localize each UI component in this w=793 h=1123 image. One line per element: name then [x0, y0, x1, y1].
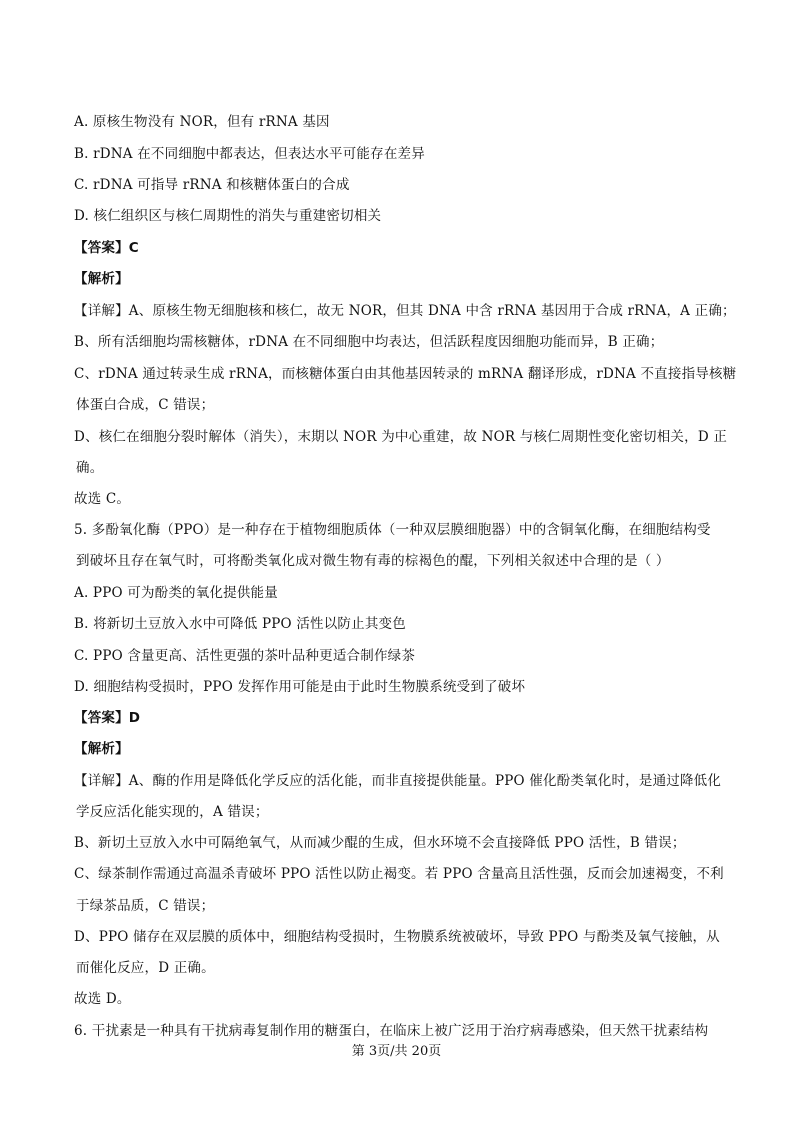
q5-stem-line: 到破坏且存在氧气时，可将酚类氧化成对微生物有毒的棕褐色的醌，下列相关叙述中合理的是（ ）: [76, 553, 670, 569]
q5-detail-line: B、新切土豆放入水中可隔绝氧气，从而减少醌的生成，但水环境不会直接降低 PPO 活性，B 错误；: [74, 835, 686, 851]
q5-option-c: C. PPO 含量更高、活性更强的茶叶品种更适合制作绿茶: [74, 648, 416, 664]
q5-stem-line: 5. 多酚氧化酶（PPO）是一种存在于植物细胞质体（一种双层膜细胞器）中的含铜氧化酶，在细胞结构受: [74, 522, 711, 538]
q5-detail-line: C、绿茶制作需通过高温杀青破坏 PPO 活性以防止褐变。若 PPO 含量高且活性强，反而会加速褐变，不利: [74, 866, 724, 882]
q4-option-c: C. rDNA 可指导 rRNA 和核糖体蛋白的合成: [74, 177, 350, 193]
q5-conclusion: 故选 D。: [74, 991, 131, 1007]
q4-detail-line: B、所有活细胞均需核糖体，rDNA 在不同细胞中均表达，但活跃程度因细胞功能而异，B 正确；: [74, 334, 664, 350]
q4-detail-line: D、核仁在细胞分裂时解体（消失），末期以 NOR 为中心重建，故 NOR 与核仁周期性变化密切相关，D 正: [74, 429, 728, 445]
q5-detail-line: 【详解】A、酶的作用是降低化学反应的活化能，而非直接提供能量。PPO 催化酚类氧化时，是通过降低化: [74, 773, 722, 789]
q5-detail-line: 学反应活化能实现的，A 错误；: [76, 804, 269, 820]
q4-answer: 【答案】C: [74, 240, 139, 256]
q4-detail-line: 确。: [76, 460, 104, 476]
q6-stem-line: 6. 干扰素是一种具有干扰病毒复制作用的糖蛋白，在临床上被广泛用于治疗病毒感染，但天然干扰素结构: [74, 1023, 709, 1039]
page-footer: 第 3页/共 20页: [351, 1044, 442, 1059]
q5-option-d: D. 细胞结构受损时，PPO 发挥作用可能是由于此时生物膜系统受到了破坏: [74, 679, 526, 695]
q5-analysis-label: 【解析】: [74, 741, 129, 757]
q4-option-a: A. 原核生物没有 NOR，但有 rRNA 基因: [74, 114, 330, 130]
q4-analysis-label: 【解析】: [74, 271, 129, 287]
q4-conclusion: 故选 C。: [74, 491, 131, 507]
q4-detail-line: 体蛋白合成，C 错误；: [76, 397, 215, 413]
q4-detail-line: 【详解】A、原核生物无细胞核和核仁，故无 NOR，但其 DNA 中含 rRNA 基因用于合成 rRNA，A 正确；: [74, 303, 736, 319]
q4-option-b: B. rDNA 在不同细胞中都表达，但表达水平可能存在差异: [74, 146, 425, 162]
q4-detail-line: C、rDNA 通过转录生成 rRNA，而核糖体蛋白由其他基因转录的 mRNA 翻译形成，rDNA 不直接指导核糖: [74, 366, 737, 382]
q5-detail-line: D、PPO 储存在双层膜的质体中，细胞结构受损时，生物膜系统被破坏，导致 PPO 与酚类及氧气接触，从: [74, 929, 720, 945]
q5-option-a: A. PPO 可为酚类的氧化提供能量: [74, 585, 278, 601]
q5-detail-line: 而催化反应，D 正确。: [76, 960, 215, 976]
q5-detail-line: 于绿茶品质，C 错误；: [76, 898, 215, 914]
q5-option-b: B. 将新切土豆放入水中可降低 PPO 活性以防止其变色: [74, 616, 406, 632]
q4-option-d: D. 核仁组织区与核仁周期性的消失与重建密切相关: [74, 208, 382, 224]
q5-answer: 【答案】D: [74, 710, 141, 726]
